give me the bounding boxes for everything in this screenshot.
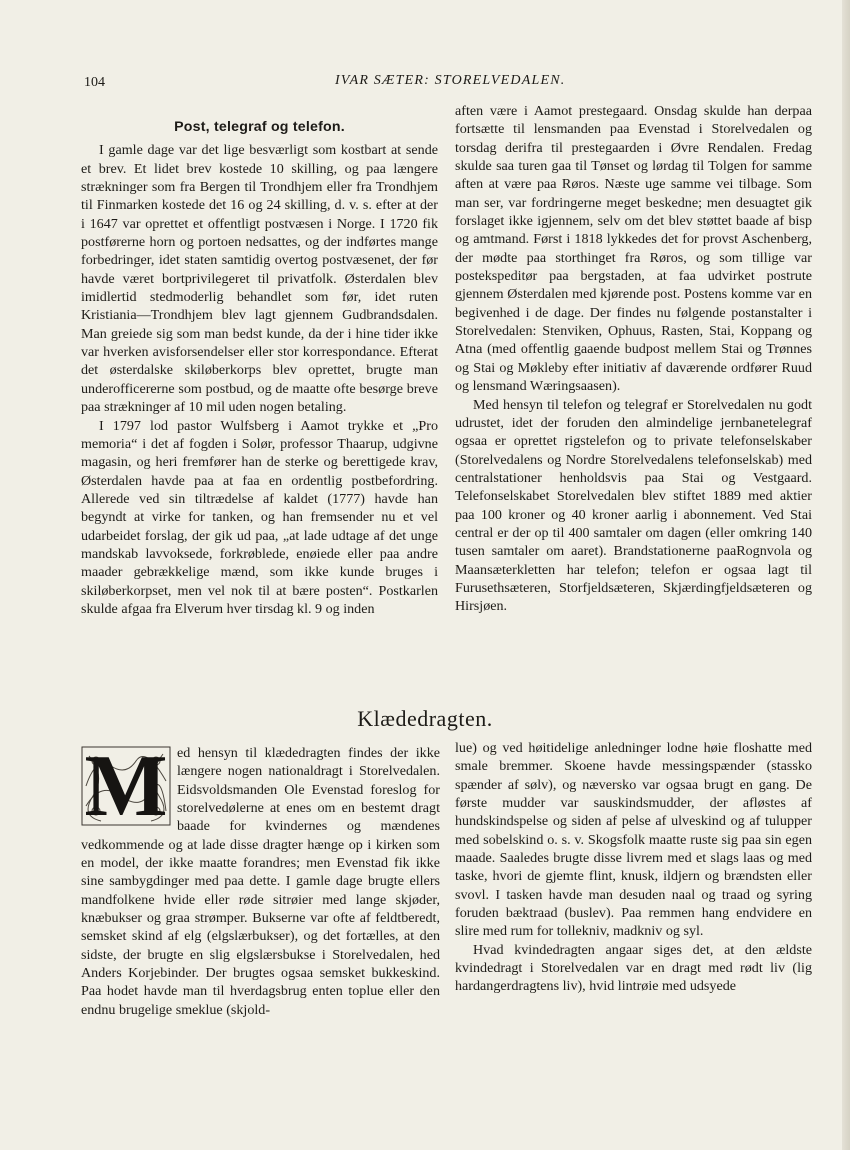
section1-paragraph-3: aften være i Aamot prestegaard. Onsdag skulde han derpaa fortsætte til lensmanden paa Evenstad i Storelvedalen og torsdag derifra til prestegaarden i Øvre Rendalen. Fredag skulde saa turen gaa til Tønset og lørdag til Tolgen for samme aften at være paa Røros. Næste uge samme vei tilbage. Som man ser, var fordringerne meget beskedne; men desuagtet gik forslaget ikke igjennem, selv om det blev støttet baade af bisp og amtmand. Først i 1818 lykkedes det for provst Aschenberg, der mødte paa storthinget fra Røros, og som tillige var postekspeditør paa bergstaden, at faa udvirket postrute gjennem Østerdalen med kjørende post. Postens komme var en begivenhed i de dage. Der findes nu følgende postanstalter i Storelvedalen: Stenviken, Ophuus, Rasten, Stai, Koppang og Atna (med offentlig gaaende budpost mellem Stai og Trønnes og Stai og Møkleby efter initiativ af daværende ordfører Ruud og lensmand Wæringsaasen).	[455, 103, 812, 395]
section1-right-column	[455, 102, 812, 616]
section2-left-column	[81, 738, 440, 1019]
section2-paragraph-1: ed hensyn til klædedragten findes der ikke længere nogen nationaldragt i Storelvedalen. Eidsvoldsmanden Ole Evenstad foreslog for storelvedølerne at enes om en bestemt dragt baade for kvindernes og mændenes vedkommende og at lade disse dragter hænge op i kirken som en model, der ikke maatte forandres; men Evenstad fik ikke sine sambygdinger med paa dette. I gamle dage brugte ellers mandfolkene hvide eller røde sitrøier med lange skjøder, knæbukser og graa strømper. Bukserne var ofte af feldtberedt, semsket skind af elg (elgslærbukser), og det fortælles, at den sidste, der brugte en slig elgslærsbukse i Storelvedalen, hed Anders Korjebinder. Der brugtes ogsaa semsket bukkeskind. Paa hodet havde man til hverdagsbrug enten toplue eller den endnu brugelige smeklue (skjold-	[81, 745, 440, 1018]
section2-heading: Klædedragten.	[357, 706, 493, 731]
section1-paragraph-2: I 1797 lod pastor Wulfsberg i Aamot trykke et „Pro memoria“ i det af fogden i Solør, professor Thaarup, udgivne magasin, og heri fremfører han de sterke og berettigede krav, Østerdalen havde paa at faa en ordentlig postbefordring. Allerede ved sin tiltrædelse af kaldet (1777) havde han begyndt at virke for tanken, og han fremsender nu et vel udarbeidet forslag, der gik ud paa, „at lade udtage af det unge mandskab lavvoksede, forkrøblede, enøiede eller paa andre maader gebrækkelige mænd, som ikke kunde bruges i skiløberkorpset, men vel nok til at bære posten“. Postkarlen skulde afgaa fra Elverum hver tirsdag kl. 9 og inden	[81, 417, 438, 617]
running-head: IVAR SÆTER: STORELVEDALEN.	[335, 73, 566, 88]
section1-heading: Post, telegraf og telefon.	[174, 119, 345, 135]
section2-paragraph-2: lue) og ved høitidelige anledninger lodne høie floshatte med smale bremmer. Skoene havde messingspænder (stassko spænder af sølv), og næversko var ogsaa brugt en gang. De første mudder var sauskindsmudder, der afløstes af hundskindspelse og siden af pelse af ulveskind og af tulupper med sobelskind o. s. v. Skogsfolk maatte ruste sig paa sin egen maade. Saaledes brugte disse livrem med et slags laas og med taske, hvori de gjemte flint, knusk, ildjern og brændsten eller svovl. I tasken havde man desuden naal og traad og syring foruden bæktraad (buslev). Paa remmen hang endvidere en slire med rum for tollekniv, madkniv og syl.	[455, 740, 812, 940]
section1-left-column	[81, 118, 438, 618]
section2-right-column	[455, 739, 812, 996]
page-edge	[842, 0, 850, 1150]
dropcap-ornament	[81, 738, 171, 835]
section1-paragraph-4: Med hensyn til telefon og telegraf er Storelvedalen nu godt udrustet, idet der foruden den almindelige jernbanetelegraf ogsaa er oprettet rigstelefon og to private telefonselskaber (Storelvedalens og Nordre Storelvedalens telefonselskab) med centralstationer henholdsvis paa Stai og Vestgaard. Telefonselskabet Storelvedalen blev stiftet 1889 med aktier paa 100 kroner og 40 kroner aarlig i abonnement. Ved Stai central er der op til 400 samtaler om dagen (eller omkring 140 tusen samtaler om aaret). Brandstationerne paaRognvola og Maansæterkletten har telefon; telefon er ogsaa lagt til Furusethsæteren, Storfjeldsæteren, Skjærdingfjeldsæteren og Hirsjøen.	[455, 396, 812, 615]
section2-paragraph-3: Hvad kvindedragten angaar siges det, at den ældste kvindedragt i Storelvedalen var en dragt med rødt liv (lig hardangerdragtens liv), hvid lintrøie med udsyede	[455, 941, 812, 995]
page-number: 104	[84, 75, 105, 90]
dropcap-letter: M	[84, 738, 168, 835]
section1-paragraph-1: I gamle dage var det lige besværligt som kostbart at sende et brev. Et lidet brev kostede 10 skilling, og paa længere strækninger som fra Bergen til Trondhjem eller fra Trondhjem til Finmarken kostede det 16 og 24 skilling, d. v. s. efter at der i 1647 var oprettet et offentligt postvæsen i Norge. I 1720 fik postførerne horn og portoen nedsattes, og der indførtes mange forbedringer, idet staten samtidig overtog postvæsenet, der før havde været bortprivilegeret til privatfolk. Østerdalen blev imidlertid stedmoderlig behandlet som før, idet ruten Kristiania—Trondhjem blev lagt gjennem Gudbrandsdalen. Man greiede sig som man bedst kunde, da der i hine tider ikke var hverken avisforsendelser eller stor korrespondance. Efterat det østerdalske skiløberkorps blev oprettet, brugte man underofficererne som postbud, og de maatte ofte besørge breve paa strækninger af 10 mil uden nogen betaling.	[81, 142, 438, 416]
page-header	[80, 73, 820, 95]
